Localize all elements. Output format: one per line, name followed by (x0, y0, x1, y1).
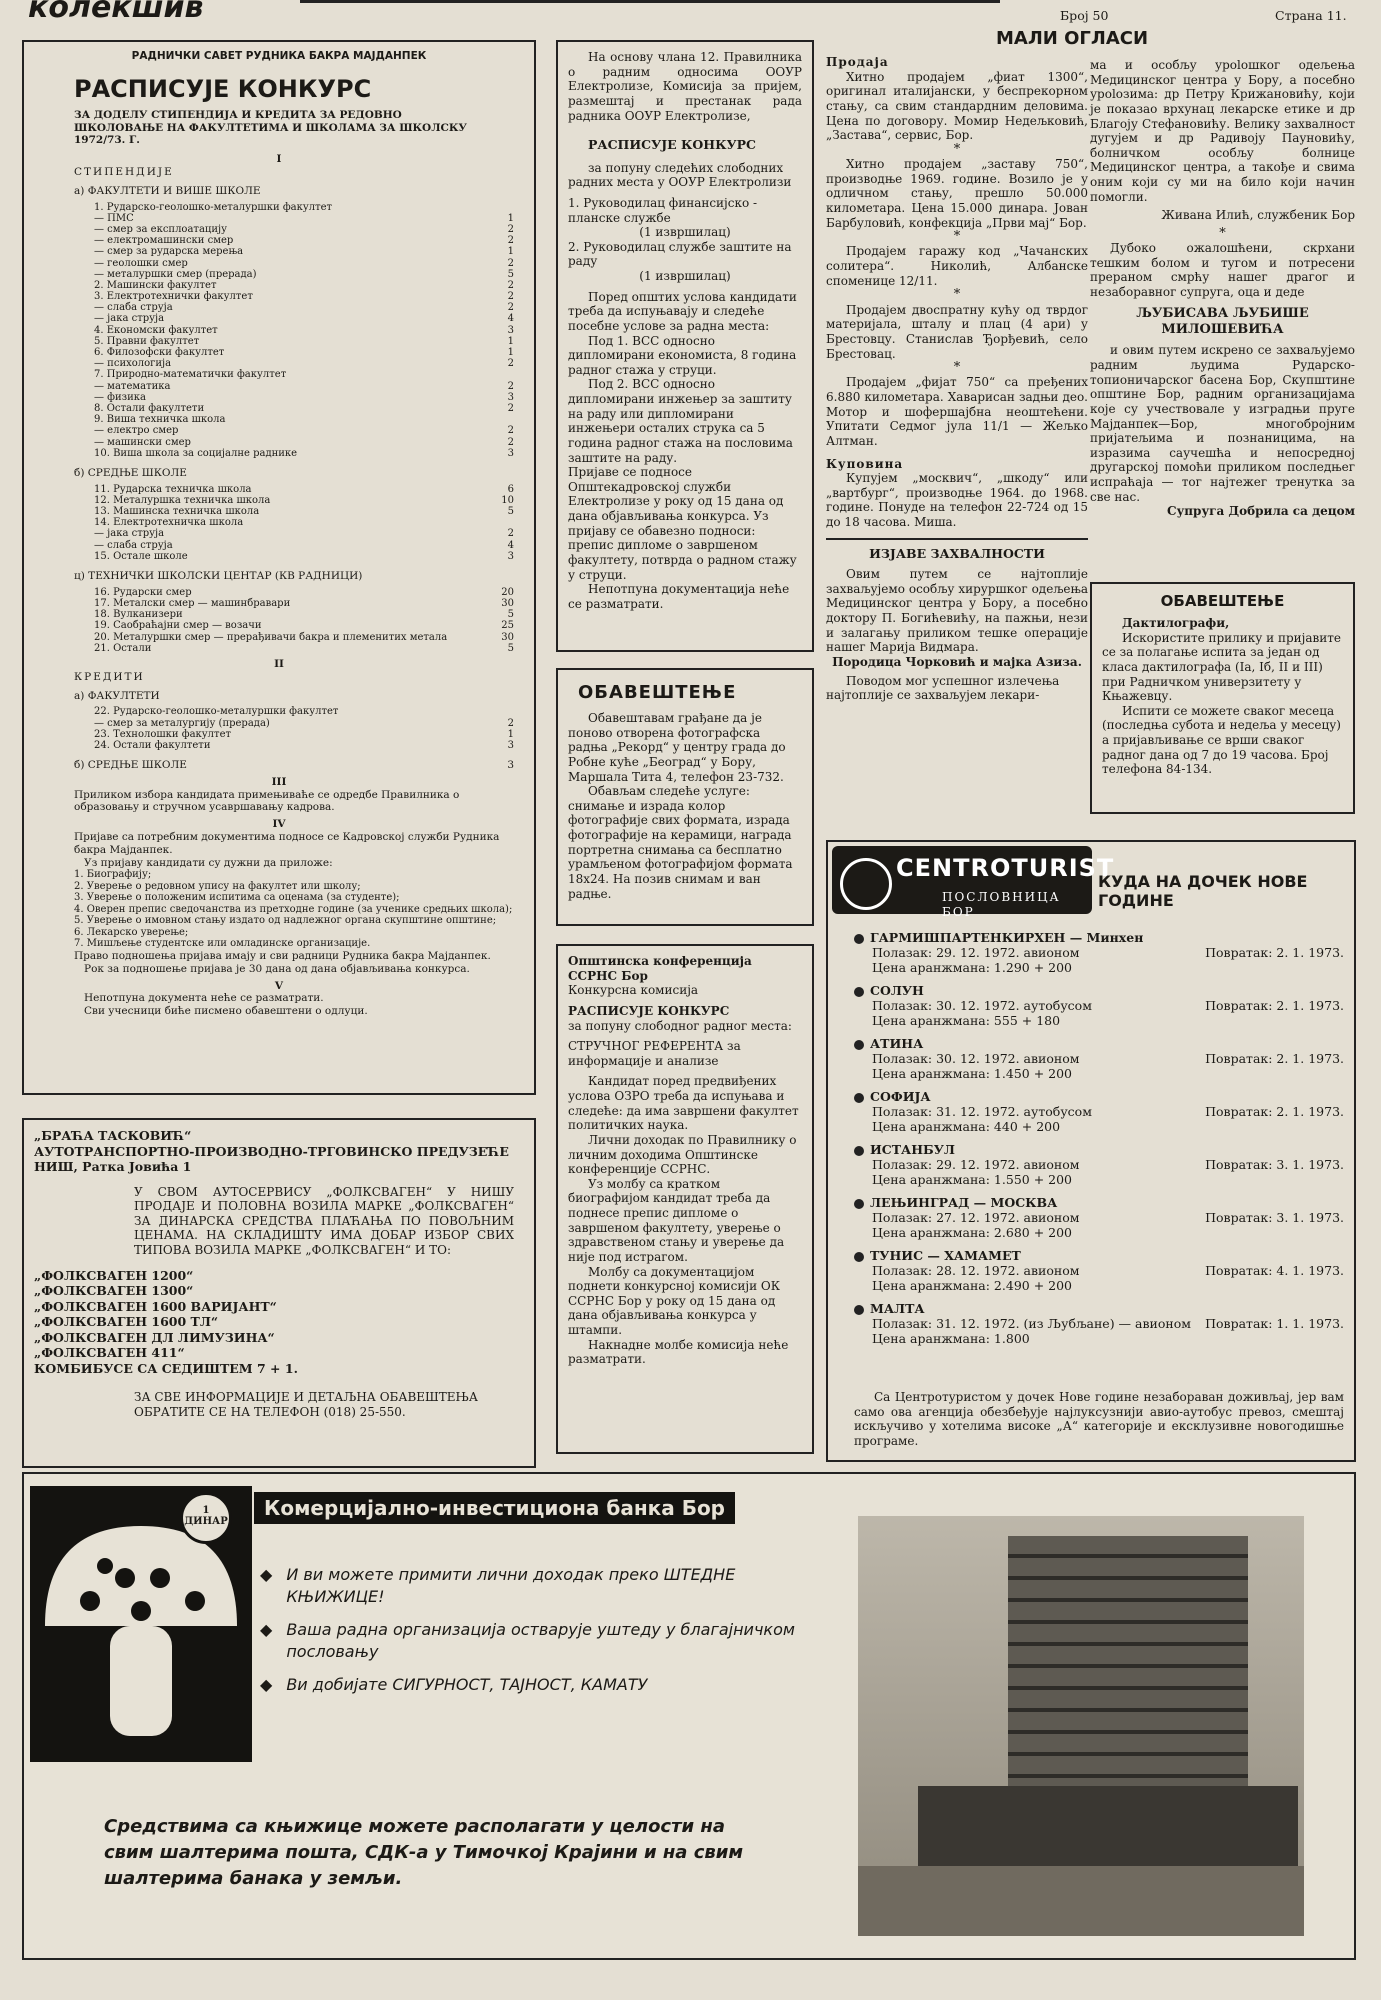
list-item: — смер за металургију (прерада) 2 (94, 717, 514, 729)
ssrns-kom: Конкурсна комисија (568, 983, 699, 998)
bullet-icon (854, 987, 864, 997)
daktilo-body2: Испити се можете сваког месеца (последња субота и недеља у месецу) а пријављивање се врши сваког радног дана од 7 до 19 часова. Број телефона 84-134. (1102, 703, 1341, 777)
star-divider: * (953, 141, 961, 157)
list-item: 18. Вулканизери 5 (94, 609, 514, 621)
ad-item: Хитно продајем „фиат 1300“, оригинал италијански, у беспрекорном стању, са свим стандардним деловима. Цена по договору. Момир Недељковић, „Застава“, сервис, Бор. (826, 69, 1088, 143)
travel-item: АТИНА Полазак: 30. 12. 1972. авионом Повратак: 2. 1. 1973. Цена аранжмана: 1.450 + 200 (854, 1036, 1344, 1081)
para-iv-d: Рок за подношење пријава је 30 дана од дана објављивања конкурса. (84, 962, 470, 975)
list-item: 16. Рударски смер 20 (94, 586, 514, 598)
list-item: — геолошки смер 2 (94, 257, 514, 269)
star-divider: * (953, 229, 961, 245)
list-item: — ПМС 1 (94, 212, 514, 224)
taskovic-type: АУТОТРАНСПОРТНО-ПРОИЗВОДНО-ТРГОВИНСКО ПРЕДУЗЕЋЕ (34, 1143, 509, 1159)
list-item: — слаба струја 2 (94, 302, 514, 314)
prodaja-heading: Продаја (826, 55, 889, 69)
daktilo-body: Искористите прилику и пријавите се за полагање испита за један од класа дактилографа (Ia, Iб, II и III) при Радничком универзитету у Књажевцу. (1102, 630, 1342, 704)
right-p3: и овим путем искрено се захваљујемо радним људима Рударско-топионичарског басена Бор, Скупштине општине Бор, радним организацијама које су учествовале у изградњи пруге Мајданпек—Бор, многобројним пријатељима и познаницима, на изразима саучешћа и непосредној другарској помоћи приликом последњег испраћаја — тог најтежег тренутка за све нас. (1090, 343, 1355, 504)
daktilo-heading: Дактилографи, (1122, 616, 1230, 630)
bank-footer: Средствима са књижице можете располагати у целости на свим шалтерима пошта, СДК-а у Тимочкој Крајини и на свим шалтерима банака у земљи. (104, 1816, 744, 1890)
ad-item: Продајем гаражу код „Чачанских солитера“. Николић, Албанске споменице 12/11. (826, 244, 1088, 288)
list-item: — машински смер 2 (94, 436, 514, 448)
kred-secondary: б) СРЕДЊЕ ШКОЛЕ 3 (74, 759, 514, 772)
model-item: „ФОЛКСВАГЕН 1300“ (34, 1283, 194, 1299)
list-item: 15. Остале школе 3 (94, 550, 514, 562)
model-item: „ФОЛКСВАГЕН ДЛ ЛИМУЗИНА“ (34, 1329, 275, 1345)
list-item: 22. Рударско-геолошко-металуршки факултет (94, 706, 339, 718)
doc-item: 4. Оверен препис сведочанства из претходне године (за ученике средњих школа); (74, 903, 513, 915)
model-item: „ФОЛКСВАГЕН 411“ (34, 1345, 185, 1361)
bullet-icon (854, 1305, 864, 1315)
list-item: 11. Рударска техничка школа 6 (94, 483, 514, 495)
el-intro: На основу члана 12. Правилника о радним односима ООУР Електролизе, Комисија за пријем, размештај и престанак рада радника ООУР Електролизе, (568, 50, 802, 123)
masthead: колекшив (28, 0, 204, 25)
ssrns-konkurs (556, 944, 814, 1454)
doc-item: 5. Уверење о имовном стању издато од надлежног органа скупштине општине; (74, 915, 497, 927)
centroturist-ad (826, 840, 1356, 1462)
izjava-1-sig: Породица Чорковић и мајка Азиза. (832, 654, 1082, 669)
ssrns-b5: Накнадне молбе комисија неће разматрати. (568, 1337, 789, 1367)
list-item: 14. Електротехничка школа (94, 517, 244, 529)
model-item: КОМБИБУСЕ СА СЕДИШТЕМ 7 + 1. (34, 1360, 298, 1376)
para-v: Непотпуна документа неће се разматрати. (84, 992, 324, 1005)
bank-bullets (260, 1564, 820, 1696)
right-p1-sig: Живана Илић, службеник Бор (1161, 208, 1355, 223)
foto-body: Обавештавам грађане да је поново отворена фотографска радња „Рекорд“ у центру града до Робне куће „Београд“ у Бору, Маршала Тита 4, телефон 23-732. (568, 711, 786, 784)
coin-badge: 1 ДИНАР (180, 1492, 232, 1544)
konkurs-subtitle: ЗА ДОДЕЛУ СТИПЕНДИЈА И КРЕДИТА ЗА РЕДОВНО ШКОЛОВАЊЕ НА ФАКУЛТЕТИМА И ШКОЛАМА ЗА ШКОЛСКУ 1972/73. Г. (74, 108, 467, 147)
el-body1: Поред општих услова кандидати треба да испуњавају и следеће посебне услове за радна места: (568, 289, 797, 333)
foto-notice (556, 668, 814, 926)
right-column (1090, 58, 1355, 578)
secondary-heading: б) СРЕДЊЕ ШКОЛЕ (74, 466, 187, 479)
travel-title: КУДА НА ДОЧЕК НОВЕ ГОДИНЕ (1098, 872, 1308, 910)
doc-item: 7. Мишљење студентске или омладинске организације. (74, 938, 371, 950)
doc-item: 3. Уверење о положеним испитима са оценама (за студенте); (74, 892, 400, 904)
para-v-b: Сви учесници биће писмено обавештени о одлуци. (84, 1005, 368, 1018)
para-iv-c: Право подношења пријава имају и сви радници Рудника бакра Мајданпек. (74, 949, 491, 962)
list-item: 12. Металуршка техничка школа 10 (94, 494, 514, 506)
list-item: 13. Машинска техничка школа 5 (94, 506, 514, 518)
ssrns-lead: за попуну слободног радног места: (568, 1018, 792, 1033)
list-item: 6. Филозофски факултет 1 (94, 347, 514, 359)
section-ii: II (274, 657, 284, 670)
job-item: 1. Руководилац финансијско - планске службе (568, 195, 758, 225)
star-divider: * (953, 360, 961, 376)
para-iv-b: Уз пријаву кандидати су дужни да приложе: (84, 856, 333, 869)
bullet-1: ◆ И ви можете примити лични доходак преко ШТЕДНЕ КЊИЖИЦЕ! (260, 1565, 736, 1606)
el-body3: Под 2. ВСС односно дипломирани инжењер за заштиту на раду или дипломирани инжењери осталих струка са 5 година радног стажа на пословима заштите на раду. (568, 377, 793, 465)
list-item: — психологија 2 (94, 358, 514, 370)
docs-list (74, 869, 524, 950)
taskovic-name: „БРАЋА ТАСКОВИЋ“ (34, 1128, 192, 1143)
list-item: 9. Виша техничка школа (94, 414, 226, 426)
list-item: 19. Саобраћајни смер — возачи 25 (94, 620, 514, 632)
taskovic-body: У СВОМ АУТОСЕРВИСУ „ФОЛКСВАГЕН“ У НИШУ ПРОДАЈЕ И ПОЛОВНА ВОЗИЛА МАРКЕ „ФОЛКСВАГЕН“ ЗА ДИНАРСКА СРЕДСТВА ПЛАЋАЊА ПО ПОВОЉНИМ ЦЕНАМА. НА СКЛАДИШТУ ИМА ДОБАР ИЗБОР СВИХ ТИПОВА ВОЗИЛА МАРКЕ „ФОЛКСВАГЕН“ И ТО: (134, 1184, 514, 1257)
elektroliza-konkurs (556, 40, 814, 652)
org-name: РАДНИЧКИ САВЕТ РУДНИКА БАКРА МАЈДАНПЕК (131, 50, 427, 62)
section-iv: IV (272, 818, 286, 831)
list-item: — електро смер 2 (94, 425, 514, 437)
list-item: 8. Остали факултети 2 (94, 402, 514, 414)
stip-heading: СТИПЕНДИЈЕ (74, 165, 174, 178)
right-p2: Дубоко ожалошћени, скрхани тешким болом и тугом и потресени прераном смрћу нашег драгог и незаборавног супруга, оца и деде (1090, 241, 1355, 300)
list-item: — електромашински смер 2 (94, 235, 514, 247)
el-body4: Пријаве се подносе Општекадровској служби Електролизе у року од 15 дана од дана објављивања конкурса. Уз пријаву се обавезно подноси: препис дипломе о завршеном факултету, потврда о радном стажу у струци. (568, 465, 797, 582)
job-list (568, 196, 802, 284)
taskovic-ad (22, 1118, 536, 1468)
list-item: 24. Остали факултети 3 (94, 739, 514, 751)
brand-sub: ПОСЛОВНИЦА БОР (942, 890, 1061, 919)
issue-number: Број 50 (1060, 8, 1109, 23)
star-divider: * (953, 287, 961, 303)
travel-item: ТУНИС — ХАМАМЕТ Полазак: 28. 12. 1972. авионом Повратак: 4. 1. 1973. Цена аранжмана: 2.490 + 200 (854, 1248, 1344, 1293)
kupovina-ad: Купујем „москвич“, „шкоду“ или „вартбург“, производње 1964. до 1968. године. Понуде на телефон 22-724 од 15 до 18 часова. Миша. (826, 471, 1088, 530)
list-item: 5. Правни факултет 1 (94, 335, 514, 347)
foto-title: ОБАВЕШТЕЊЕ (578, 682, 737, 703)
model-list (34, 1268, 524, 1377)
logo-globe-icon (840, 858, 892, 910)
list-item: 10. Виша школа за социјалне раднике 3 (94, 447, 514, 459)
list-item: — смер за рударска мерења 1 (94, 246, 514, 258)
daktilo-title: ОБАВЕШТЕЊЕ (1160, 592, 1285, 610)
list-item: 23. Технолошки факултет 1 (94, 728, 514, 740)
bank-name: Комерцијално-инвестициона банка Бор (254, 1492, 735, 1524)
job-item: (1 извршилац) (639, 225, 731, 240)
list-item: 20. Металуршки смер — прерађивачи бакра и племенитих метала 30 (94, 631, 514, 643)
list-item: — јака струја 2 (94, 528, 514, 540)
bullet-icon (854, 1040, 864, 1050)
bullet-icon (854, 934, 864, 944)
bullet-icon (854, 1252, 864, 1262)
ssrns-job: СТРУЧНОГ РЕФЕРЕНТА за информације и анализе (568, 1039, 741, 1068)
deceased-name: ЉУБИСАВА ЉУБИШЕ МИЛОШЕВИЋА (1136, 305, 1309, 337)
list-item: 21. Остали 5 (94, 642, 514, 654)
faculty-heading: а) ФАКУЛТЕТИ И ВИШЕ ШКОЛЕ (74, 184, 261, 197)
list-item: — металуршки смер (прерада) 5 (94, 268, 514, 280)
doc-item: 2. Уверење о редовном упису на факултет или школу; (74, 880, 361, 892)
model-item: „ФОЛКСВАГЕН 1200“ (34, 1267, 194, 1283)
ssrns-b1: Кандидат поред предвиђених услова ОЗРО треба да испуњава и следеће: да има завршени факултет политичких наука. (568, 1074, 799, 1133)
job-item: (1 извршилац) (639, 269, 731, 283)
secondary-list (94, 484, 514, 562)
el-title: РАСПИСУЈЕ КОНКУРС (588, 137, 756, 153)
right-p1: ма и особљу урolошког одељења Медицинског центра у Бору, а посебно урolозима: др Петру Крижановићу, који је показао врхунац лекарске етике и др Благоју Стефановићу. Велику захвалност дугујем и др Радивоју Пауновићу, болничком особљу болнице Медицинског центра, а такође и свима оним који су ми на било који начин помогли. (1090, 58, 1355, 204)
el-lead: за попуну следећих слободних радних места у ООУР Електролизи (568, 160, 792, 190)
list-item: — смер за експлоатацију 2 (94, 223, 514, 235)
list-item: — физика 3 (94, 391, 514, 403)
bank-logo-panel (30, 1486, 252, 1762)
ssrns-b3: Уз молбу са кратком биографијом кандидат треба да поднесе препис дипломе о завршеном факултету, уверење о здравственом стању и уверење да није под истрагом. (568, 1176, 785, 1264)
bullet-icon (854, 1199, 864, 1209)
ssrns-b4: Молбу са документацијом поднети конкурсној комисији ОК ССРНС Бор у року од 15 дана од дана објављивања конкурса у штампи. (568, 1264, 781, 1337)
travel-item: СОЛУН Полазак: 30. 12. 1972. аутобусом Повратак: 2. 1. 1973. Цена аранжмана: 555 + 180 (854, 983, 1344, 1028)
travel-item: СОФИЈА Полазак: 31. 12. 1972. аутобусом Повратак: 2. 1. 1973. Цена аранжмана: 440 + 200 (854, 1089, 1344, 1134)
bullet-3: ◆ Ви добијате СИГУРНОСТ, ТАЈНОСТ, КАМАТУ (260, 1675, 648, 1695)
centroturist-logo (832, 846, 1115, 919)
faculty-list (94, 202, 514, 459)
list-item: 3. Електротехнички факултет 2 (94, 291, 514, 303)
bank-ad (22, 1472, 1356, 1960)
ads-list (826, 70, 1088, 449)
izjava-1: Овим путем се најтоплије захваљујемо особљу хируршког одељења Медицинског центра у Бору, а посебно доктору П. Богићевићу, на пажњи, нези и залагању приликом тешке операције нашег Марија Видмара. (826, 567, 1088, 655)
mali-title: МАЛИ ОГЛАСИ (996, 28, 1149, 49)
foto-body2: Обављам следеће услуге: снимање и израда колор фотографије свих формата, израда фотографије на керамици, награда портретна снимања са бесплатно урамљеном фотографијом формата 18x24. На позив снимам и ван радње. (568, 784, 793, 901)
kred-list (94, 706, 514, 751)
para-iii: Приликом избора кандидата примењиваће се одредбе Правилника о образовању и стручном усавршавању кадрова. (74, 788, 460, 814)
right-p3-sig: Супруга Добрила са децом (1167, 504, 1355, 519)
para-iv: Пријаве са потребним документима подносе се Кадровској служби Рудника бакра Мајданпек. (74, 831, 500, 856)
travel-item: ЛЕЊИНГРАД — МОСКВА Полазак: 27. 12. 1972. авионом Повратак: 3. 1. 1973. Цена аранжмана: 2.680 + 200 (854, 1195, 1344, 1240)
travel-item: МАЛТА Полазак: 31. 12. 1972. (из Љубљане) — авионом Повратак: 1. 1. 1973. Цена аранжмана: 1.800 (854, 1301, 1344, 1346)
konkurs-majdanpek (22, 40, 536, 1095)
bullet-icon (854, 1093, 864, 1103)
list-item: 2. Машински факултет 2 (94, 279, 514, 291)
izjava-2: Поводом мог успешног излечења најтоплије се захваљујем лекари- (826, 673, 1060, 703)
section-v: V (274, 979, 284, 992)
travel-item: ИСТАНБУЛ Полазак: 29. 12. 1972. авионом Повратак: 3. 1. 1973. Цена аранжмана: 1.550 + 200 (854, 1142, 1344, 1187)
travel-item: ГАРМИШПАРТЕНКИРХЕН — Минхен Полазак: 29. 12. 1972. авионом Повратак: 2. 1. 1973. Цена аранжмана: 1.290 + 200 (854, 930, 1344, 975)
list-item: — јака струја 4 (94, 313, 514, 325)
tsc-list (94, 587, 514, 654)
ssrns-title: РАСПИСУЈЕ КОНКУРС (568, 1003, 730, 1018)
ssrns-org: Општинска конференција ССРНС Бор (568, 954, 752, 983)
section-iii: III (271, 775, 287, 788)
list-item: — математика 2 (94, 380, 514, 392)
travel-footer: Са Центротуристом у дочек Нове године незабораван доживљај, јер вам само ова агенција обезбеђује најлуксузнији авио-аутобус превоз, смештај искључиво у хотелима високе „А“ категорије и ексклузивне новогодишње програме. (854, 1390, 1344, 1448)
list-item: 17. Металски смер — машинбравари 30 (94, 597, 514, 609)
model-item: „ФОЛКСВАГЕН 1600 ВАРИЈАНТ“ (34, 1298, 277, 1314)
el-body2: Под 1. ВСС односно дипломирани економиста, 8 година радног стажа у струци. (568, 333, 797, 377)
list-item: 1. Рударско-геолошко-металуршки факултет (94, 201, 333, 213)
kred-heading: КРЕДИТИ (74, 670, 145, 683)
section-i: I (276, 153, 282, 166)
star-divider: * (1219, 225, 1226, 241)
taskovic-contact: ЗА СВЕ ИНФОРМАЦИЈЕ И ДЕТАЉНА ОБАВЕШТЕЊА ОБРАТИТЕ СЕ НА ТЕЛЕФОН (018) 25-550. (134, 1390, 478, 1419)
ssrns-b2: Лични доходак по Правилнику о личним доходима Општинске конференције ССРНС. (568, 1132, 797, 1177)
bullet-icon (854, 1146, 864, 1156)
travel-list (854, 930, 1344, 1354)
header-rule (300, 0, 1000, 3)
izjave-heading: ИЗЈАВЕ ЗАХВАЛНОСТИ (869, 545, 1045, 561)
taskovic-city: НИШ, Ратка Јовића 1 (34, 1159, 192, 1174)
doc-item: 1. Биографију; (74, 869, 152, 881)
brand-name: CENTROTURIST (896, 854, 1115, 882)
bank-building-photo (858, 1516, 1304, 1936)
list-item: — слаба струја 4 (94, 539, 514, 551)
kupovina-heading: Куповина (826, 456, 904, 471)
konkurs-title: РАСПИСУЈЕ КОНКУРС (74, 74, 372, 103)
mali-oglasi (826, 28, 1149, 848)
daktilo-notice (1090, 582, 1355, 814)
job-item: 2. Руководилац службе заштите на раду (568, 239, 792, 269)
ad-item: Продајем двоспратну кућу од тврдог материјала, шталу и плац (4 ари) у Брестовцу. Станислав Ђорђевић, село Брестовац. (826, 302, 1088, 361)
kred-fac-heading: а) ФАКУЛТЕТИ (74, 689, 160, 702)
doc-item: 6. Лекарско уверење; (74, 926, 189, 938)
list-item: 7. Природно-математички факултет (94, 369, 287, 381)
ad-item: Продајем „фијат 750“ са пређених 6.880 километара. Хаварисан задњи део. Мотор и шофершајбна неоштећени. Упитати Седмог јула 11/1 — Жељко Алтман. (826, 375, 1088, 448)
el-body5: Непотпуна документација неће се разматрати. (568, 582, 790, 611)
model-item: „ФОЛКСВАГЕН 1600 ТЛ“ (34, 1314, 219, 1330)
bullet-2: ◆ Ваша радна организација остварује уштеду у благајничком пословању (260, 1620, 795, 1661)
tsc-heading: ц) ТЕХНИЧКИ ШКОЛСКИ ЦЕНТАР (КВ РАДНИЦИ) (74, 570, 363, 582)
page-number: Страна 11. (1275, 8, 1347, 23)
list-item: 4. Економски факултет 3 (94, 324, 514, 336)
ad-item: Хитно продајем „заставу 750“, производње 1969. године. Возило је у одличном стању, прешло 50.000 километара. Цена 15.000 динара. Јован Барбуловић, конфекција „Први мај“ Бор. (826, 157, 1088, 230)
